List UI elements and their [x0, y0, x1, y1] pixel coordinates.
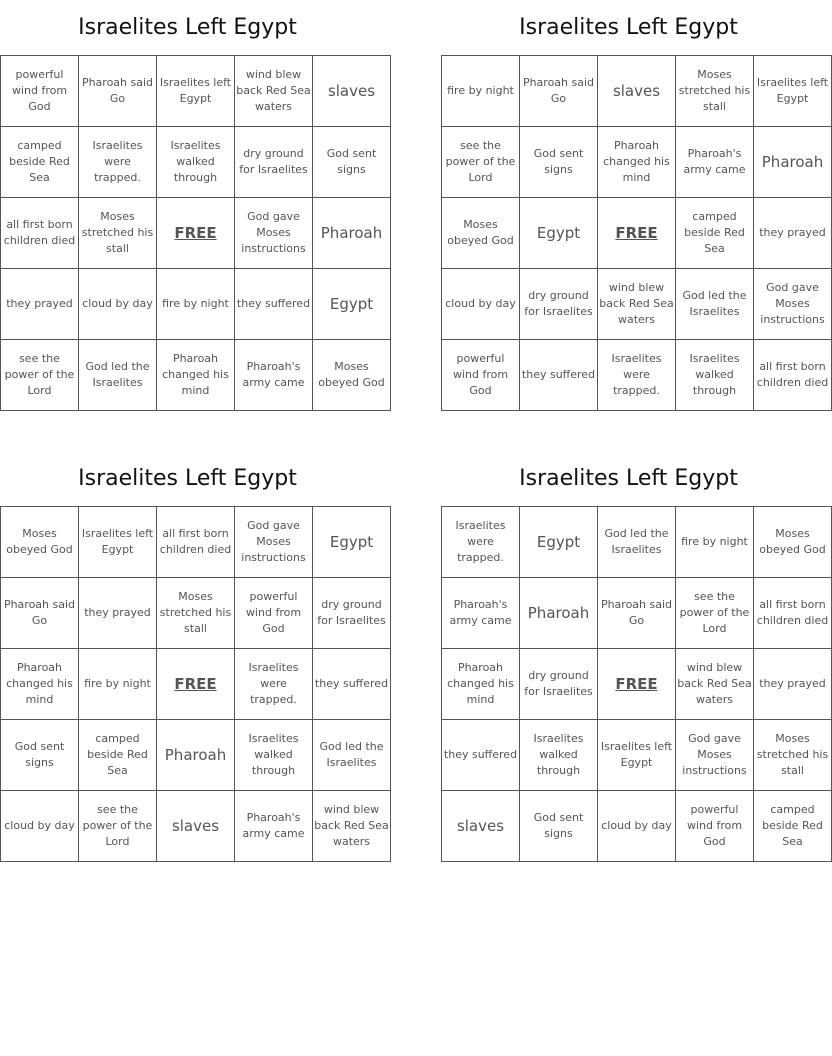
bingo-cell: fire by night: [157, 269, 235, 340]
bingo-cell: Pharoah said Go: [520, 56, 598, 127]
bingo-cell: Egypt: [520, 507, 598, 578]
bingo-cell: Israelites walked through: [235, 720, 313, 791]
grid-row: [1, 269, 391, 340]
bingo-cell: Moses obeyed God: [313, 340, 391, 411]
bingo-cell: wind blew back Red Sea waters: [235, 56, 313, 127]
bingo-cell: slaves: [157, 791, 235, 862]
bingo-cell: Egypt: [313, 507, 391, 578]
grid-row: [1, 649, 391, 720]
bingo-cell: wind blew back Red Sea waters: [598, 269, 676, 340]
grid-row: [1, 720, 391, 791]
bingo-cell: dry ground for Israelites: [520, 649, 598, 720]
grid-row: [1, 198, 391, 269]
bingo-cell: see the power of the Lord: [79, 791, 157, 862]
bingo-cell: cloud by day: [598, 791, 676, 862]
bingo-cell: cloud by day: [1, 791, 79, 862]
bingo-cell: God gave Moses instructions: [754, 269, 832, 340]
grid-row: [442, 720, 832, 791]
grid-row: [442, 198, 832, 269]
bingo-cell: Pharoah said Go: [1, 578, 79, 649]
bingo-cell: powerful wind from God: [676, 791, 754, 862]
bingo-cell: Pharoah said Go: [79, 56, 157, 127]
grid-row: [1, 507, 391, 578]
bingo-cell: dry ground for Israelites: [313, 578, 391, 649]
bingo-cell: see the power of the Lord: [1, 340, 79, 411]
grid-row: [442, 340, 832, 411]
bingo-cell: camped beside Red Sea: [79, 720, 157, 791]
bingo-cell: Israelites walked through: [676, 340, 754, 411]
card-title: Israelites Left Egypt: [78, 466, 297, 491]
bingo-cell: powerful wind from God: [442, 340, 520, 411]
bingo-cell: Israelites left Egypt: [79, 507, 157, 578]
bingo-cell: Pharoah's army came: [235, 340, 313, 411]
bingo-cell: Israelites left Egypt: [598, 720, 676, 791]
bingo-cell: Israelites left Egypt: [754, 56, 832, 127]
bingo-cell: Israelites were trapped.: [598, 340, 676, 411]
bingo-cell: God sent signs: [313, 127, 391, 198]
bingo-cell: Pharoah: [520, 578, 598, 649]
bingo-cell: Israelites left Egypt: [157, 56, 235, 127]
bingo-cell: see the power of the Lord: [676, 578, 754, 649]
card-title: Israelites Left Egypt: [519, 15, 738, 40]
bingo-cell: fire by night: [442, 56, 520, 127]
bingo-card-1: [0, 0, 385, 411]
free-space-cell: FREE: [598, 198, 676, 269]
bingo-cell: Pharoah changed his mind: [598, 127, 676, 198]
bingo-cell: Pharoah: [754, 127, 832, 198]
bingo-cell: Pharoah changed his mind: [157, 340, 235, 411]
bingo-cell: see the power of the Lord: [442, 127, 520, 198]
bingo-cell: they suffered: [520, 340, 598, 411]
grid-row: [1, 56, 391, 127]
bingo-cell: fire by night: [676, 507, 754, 578]
bingo-cell: God gave Moses instructions: [676, 720, 754, 791]
grid-row: [1, 127, 391, 198]
bingo-cell: wind blew back Red Sea waters: [676, 649, 754, 720]
bingo-cell: camped beside Red Sea: [1, 127, 79, 198]
bingo-cell: God led the Israelites: [676, 269, 754, 340]
bingo-cell: Pharoah's army came: [442, 578, 520, 649]
grid-row: [442, 56, 832, 127]
bingo-cell: dry ground for Israelites: [520, 269, 598, 340]
bingo-cell: Israelites were trapped.: [442, 507, 520, 578]
bingo-cell: they prayed: [79, 578, 157, 649]
bingo-cell: powerful wind from God: [1, 56, 79, 127]
grid-row: [442, 269, 832, 340]
bingo-cell: camped beside Red Sea: [676, 198, 754, 269]
bingo-cell: they prayed: [754, 198, 832, 269]
bingo-cell: camped beside Red Sea: [754, 791, 832, 862]
grid-row: [442, 791, 832, 862]
grid-row: [1, 791, 391, 862]
grid-row: [442, 578, 832, 649]
card-title: Israelites Left Egypt: [78, 15, 297, 40]
bingo-cell: slaves: [442, 791, 520, 862]
bingo-cell: Israelites walked through: [157, 127, 235, 198]
bingo-cell: God led the Israelites: [598, 507, 676, 578]
bingo-cell: God led the Israelites: [79, 340, 157, 411]
bingo-cell: they prayed: [1, 269, 79, 340]
bingo-cell: God led the Israelites: [313, 720, 391, 791]
bingo-cell: God sent signs: [1, 720, 79, 791]
bingo-cell: Pharoah changed his mind: [442, 649, 520, 720]
bingo-cell: wind blew back Red Sea waters: [313, 791, 391, 862]
bingo-cell: Pharoah said Go: [598, 578, 676, 649]
grid-row: [1, 340, 391, 411]
bingo-card-2: [441, 0, 829, 411]
grid-row: [442, 127, 832, 198]
bingo-cell: Moses obeyed God: [442, 198, 520, 269]
bingo-cell: Israelites were trapped.: [79, 127, 157, 198]
free-space-cell: FREE: [598, 649, 676, 720]
bingo-card-4: [441, 451, 829, 862]
bingo-cell: God gave Moses instructions: [235, 198, 313, 269]
bingo-cell: Moses obeyed God: [1, 507, 79, 578]
bingo-cell: cloud by day: [79, 269, 157, 340]
bingo-card-3: [0, 451, 389, 862]
bingo-cell: God sent signs: [520, 791, 598, 862]
bingo-cell: slaves: [598, 56, 676, 127]
free-space-cell: FREE: [157, 649, 235, 720]
bingo-cell: Moses stretched his stall: [79, 198, 157, 269]
bingo-cell: Moses obeyed God: [754, 507, 832, 578]
bingo-cell: Moses stretched his stall: [157, 578, 235, 649]
bingo-cell: they prayed: [754, 649, 832, 720]
bingo-cell: Pharoah: [313, 198, 391, 269]
bingo-cell: Israelites were trapped.: [235, 649, 313, 720]
bingo-cell: Moses stretched his stall: [754, 720, 832, 791]
bingo-cell: slaves: [313, 56, 391, 127]
bingo-cell: they suffered: [235, 269, 313, 340]
bingo-cell: powerful wind from God: [235, 578, 313, 649]
bingo-cell: Pharoah: [157, 720, 235, 791]
bingo-cell: Pharoah's army came: [676, 127, 754, 198]
bingo-cell: God gave Moses instructions: [235, 507, 313, 578]
bingo-cell: Moses stretched his stall: [676, 56, 754, 127]
bingo-cell: all first born children died: [754, 340, 832, 411]
bingo-cell: Pharoah changed his mind: [1, 649, 79, 720]
grid-row: [442, 507, 832, 578]
card-title: Israelites Left Egypt: [519, 466, 738, 491]
bingo-cell: they suffered: [442, 720, 520, 791]
bingo-cell: dry ground for Israelites: [235, 127, 313, 198]
free-space-cell: FREE: [157, 198, 235, 269]
grid-row: [1, 578, 391, 649]
grid-row: [442, 649, 832, 720]
bingo-cell: Pharoah's army came: [235, 791, 313, 862]
bingo-cell: they suffered: [313, 649, 391, 720]
bingo-cell: all first born children died: [1, 198, 79, 269]
bingo-grid: [0, 55, 391, 411]
bingo-grid: [441, 506, 832, 862]
bingo-cell: Israelites walked through: [520, 720, 598, 791]
bingo-cell: all first born children died: [157, 507, 235, 578]
bingo-cell: cloud by day: [442, 269, 520, 340]
bingo-cell: Egypt: [313, 269, 391, 340]
bingo-cell: Egypt: [520, 198, 598, 269]
bingo-grid: [0, 506, 391, 862]
bingo-cell: all first born children died: [754, 578, 832, 649]
bingo-grid: [441, 55, 832, 411]
bingo-cell: fire by night: [79, 649, 157, 720]
bingo-cell: God sent signs: [520, 127, 598, 198]
